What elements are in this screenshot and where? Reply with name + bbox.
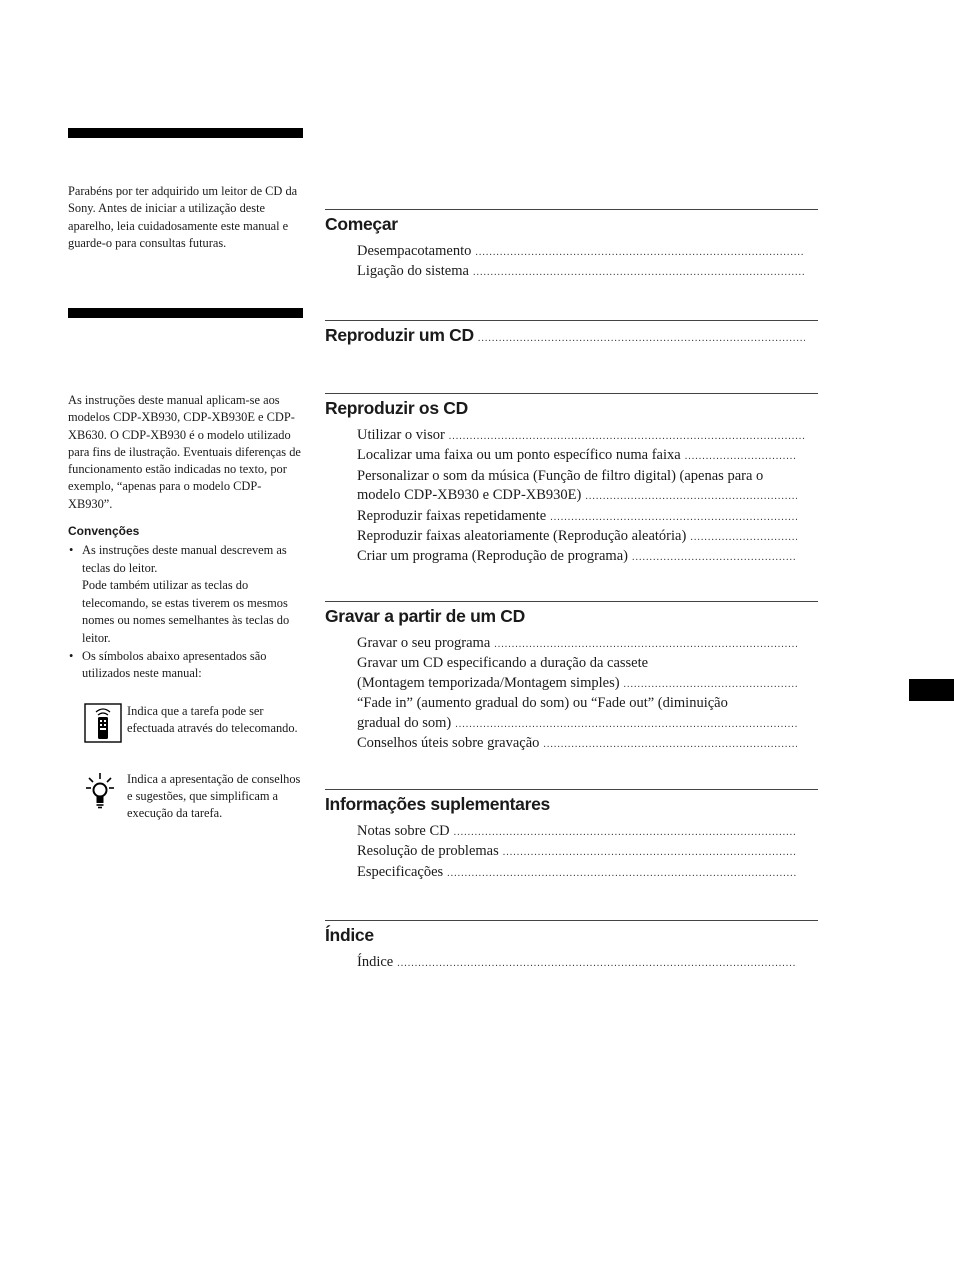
toc-entry-label: (Montagem temporizada/Montagem simples): [357, 674, 620, 691]
leader-dots: [447, 864, 797, 883]
toc-entry[interactable]: [357, 547, 797, 567]
section-divider: [325, 601, 818, 602]
leader-dots: [550, 508, 797, 527]
conventions-heading: Convenções: [68, 524, 140, 538]
section-divider: [325, 920, 818, 921]
toc-entry[interactable]: [357, 953, 797, 973]
conventions-bullet: [68, 648, 308, 683]
section-title: Reproduzir um CD: [325, 325, 474, 345]
leader-dots: [685, 447, 797, 466]
toc-entry[interactable]: [357, 674, 797, 694]
language-side-tab: [909, 679, 954, 701]
leader-dots: [449, 427, 805, 446]
leader-dots: [624, 675, 797, 694]
toc-entry-label: Notas sobre CD: [357, 823, 450, 839]
toc-entries: [357, 242, 805, 283]
toc-entry-label: Conselhos úteis sobre gravação: [357, 735, 540, 752]
toc-entry-label: Utilizar o visor: [357, 427, 445, 443]
section-divider: [325, 789, 818, 790]
leader-dots: [397, 954, 797, 973]
toc-entry-label: Criar um programa (Reprodução de programa): [357, 548, 628, 565]
toc-entries: [357, 953, 805, 973]
toc-entry[interactable]: [357, 446, 797, 466]
toc-entry-label: Personalizar o som da música (Função de filtro digital) (apenas para o: [357, 467, 764, 484]
conventions-list: [68, 542, 308, 683]
leader-dots: [632, 548, 797, 567]
toc-entry-label: Localizar uma faixa ou um ponto específico numa faixa: [357, 447, 681, 464]
section-divider: [325, 320, 818, 321]
toc-entry-label: Gravar um CD especificando a duração da cassete: [357, 655, 649, 672]
toc-entry[interactable]: [357, 634, 797, 654]
toc-entry-label: Gravar o seu programa: [357, 635, 491, 651]
toc-entry[interactable]: [325, 325, 805, 346]
toc-entries: [357, 426, 805, 568]
toc-entries: [357, 634, 805, 754]
section-title: Reproduzir os CD: [325, 398, 468, 418]
leader-dots: [454, 823, 797, 842]
section-title: Informações suplementares: [325, 794, 550, 814]
bullet-text: As instruções deste manual descrevem as teclas do leitor.: [82, 543, 287, 575]
remote-note-text: Indica que a tarefa pode ser efectuada através do telecomando.: [127, 704, 298, 735]
toc-entry-label: Reproduzir faixas repetidamente: [357, 507, 547, 524]
toc-entry-label: Desempacotamento: [357, 243, 472, 259]
toc-entry-label: Resolução de problemas: [357, 843, 499, 860]
toc-entry-line[interactable]: [357, 467, 805, 486]
toc-entry-label: modelo CDP-XB930 e CDP-XB930E): [357, 487, 582, 504]
section-title: Começar: [325, 214, 398, 234]
toc-entry[interactable]: [357, 486, 797, 506]
leader-dots: [494, 635, 797, 654]
lightbulb-icon: [84, 771, 118, 816]
toc-entry-label: Ligação do sistema: [357, 263, 469, 280]
leader-dots: [475, 243, 805, 262]
toc-entry-line[interactable]: [357, 654, 805, 673]
toc-entry[interactable]: [357, 262, 805, 282]
section-title: Gravar a partir de um CD: [325, 606, 525, 626]
leader-dots: [478, 333, 805, 344]
leader-dots: [690, 528, 797, 547]
mid-black-bar: [68, 308, 303, 318]
section-title: Índice: [325, 925, 374, 945]
about-paragraph: As instruções deste manual aplicam-se aos modelos CDP-XB930, CDP-XB930E e CDP-XB630. O CDP-XB930 é o modelo utilizado para fins de ilustração. Eventuais diferenças de funcionamento estão indicadas no texto, por exemplo, “apenas para o modelo CDP-XB930”.: [68, 393, 301, 511]
toc-entries: [357, 822, 805, 883]
leader-dots: [503, 843, 797, 862]
section-divider: [325, 393, 818, 394]
tip-note-text: Indica a apresentação de conselhos e sugestões, que simplificam a execução da tarefa.: [127, 772, 301, 820]
toc-entry-label: Reproduzir faixas aleatoriamente (Reprodução aleatória): [357, 528, 687, 545]
conventions-bullet: [68, 542, 308, 648]
toc-entry[interactable]: [357, 734, 797, 754]
toc-entry-line[interactable]: [357, 694, 805, 713]
toc-entry[interactable]: [357, 242, 805, 262]
leader-dots: [455, 715, 797, 734]
toc-entry[interactable]: [357, 714, 797, 734]
leader-dots: [585, 487, 797, 506]
leader-dots: [473, 263, 805, 282]
toc-entry[interactable]: [357, 842, 797, 862]
toc-entry-label: “Fade in” (aumento gradual do som) ou “Fade out” (diminuição: [357, 695, 728, 712]
toc-entry[interactable]: [357, 822, 797, 842]
intro-paragraph: Parabéns por ter adquirido um leitor de CD da Sony. Antes de iniciar a utilização deste aparelho, leia cuidadosamente este manual e guarde-o para consultas futuras.: [68, 184, 298, 250]
toc-entry[interactable]: [357, 507, 797, 527]
top-black-bar: [68, 128, 303, 138]
toc-entry[interactable]: [357, 863, 797, 883]
toc-entry[interactable]: [357, 527, 797, 547]
toc-entry-label: gradual do som): [357, 714, 452, 731]
section-divider: [325, 209, 818, 210]
bullet-extra-text: Pode também utilizar as teclas do telecomando, se estas tiverem os mesmos nomes ou nomes semelhantes às teclas do leitor.: [82, 578, 290, 645]
toc-entry-label: Índice: [357, 954, 394, 970]
leader-dots: [543, 735, 797, 754]
remote-control-icon: [84, 703, 122, 748]
toc-entry[interactable]: [357, 426, 805, 446]
toc-entry-label: Especificações: [357, 863, 444, 880]
bullet-text: Os símbolos abaixo apresentados são utilizados neste manual:: [82, 648, 267, 681]
